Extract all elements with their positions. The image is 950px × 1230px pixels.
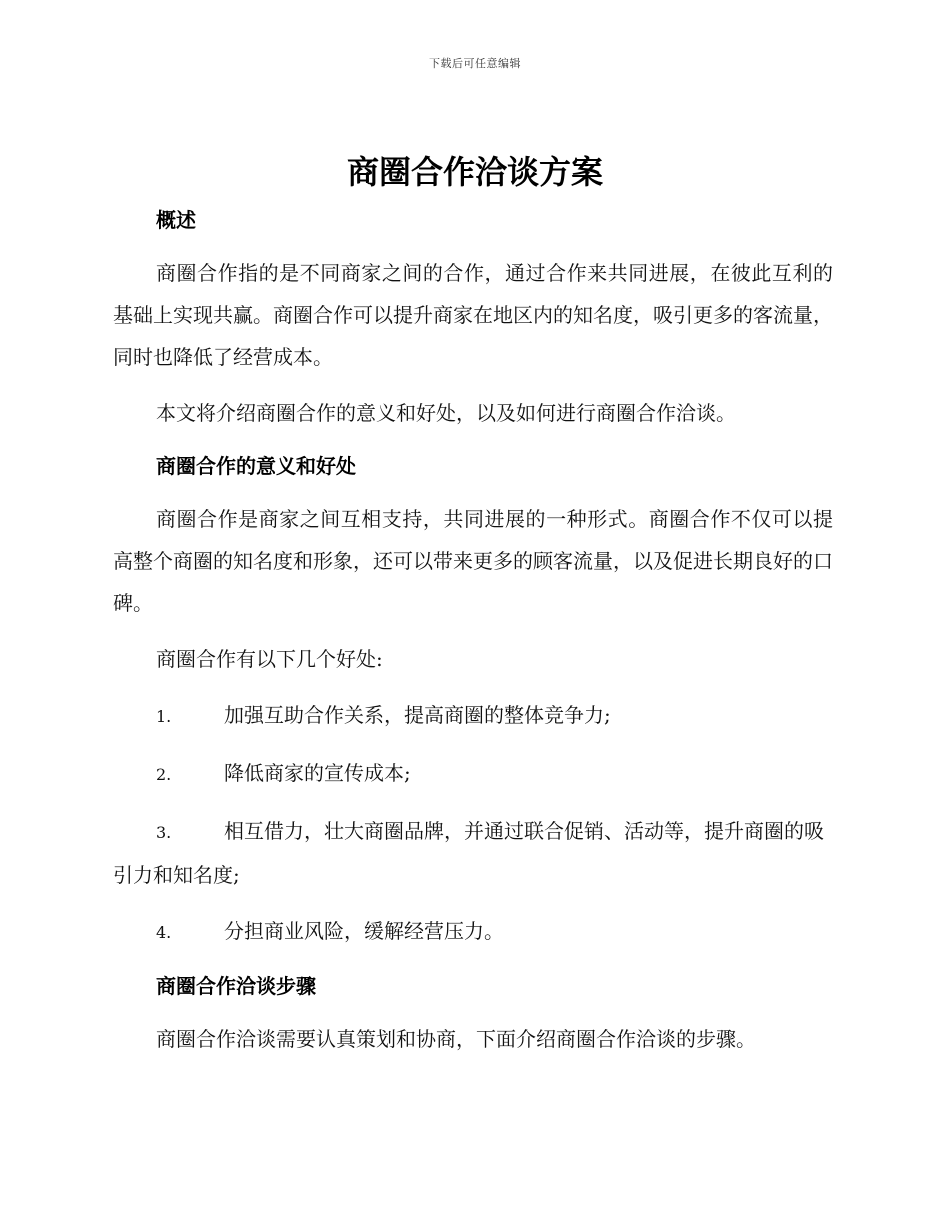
list-item-number: 4. <box>156 923 172 942</box>
paragraph-meaning-2: 商圈合作有以下几个好处: <box>156 647 383 671</box>
list-item-text: 分担商业风险，缓解经营压力。 <box>224 919 504 943</box>
list-item-number: 3. <box>156 823 172 842</box>
paragraph-overview-2: 本文将介绍商圈合作的意义和好处，以及如何进行商圈合作洽谈。 <box>156 401 736 425</box>
paragraph-meaning-1: 商圈合作是商家之间互相支持，共同进展的一种形式。商圈合作不仅可以提高整个商圈的知名度和形象，还可以带来更多的顾客流量，以及促进长期良好的口碑。 <box>113 507 833 615</box>
list-item-number: 2. <box>156 765 172 784</box>
paragraph-steps-1: 商圈合作洽谈需要认真策划和协商，下面介绍商圈合作洽谈的步骤。 <box>156 1027 756 1051</box>
list-item <box>113 752 833 796</box>
section-heading-meaning: 商圈合作的意义和好处 <box>156 454 356 478</box>
list-item-text: 降低商家的宣传成本; <box>224 761 411 785</box>
list-item <box>113 910 833 954</box>
paragraph-overview-1: 商圈合作指的是不同商家之间的合作，通过合作来共同进展，在彼此互利的基础上实现共赢。商圈合作可以提升商家在地区内的知名度，吸引更多的客流量，同时也降低了经营成本。 <box>113 261 833 369</box>
section-heading-steps: 商圈合作洽谈步骤 <box>156 974 316 998</box>
header-note: 下载后可任意编辑 <box>429 57 521 70</box>
list-item <box>113 810 833 896</box>
list-item-text: 相互借力，壮大商圈品牌，并通过联合促销、活动等，提升商圈的吸引力和知名度; <box>113 819 824 887</box>
document-body <box>113 200 833 1060</box>
section-heading-overview: 概述 <box>156 208 196 232</box>
document-title: 商圈合作洽谈方案 <box>346 153 603 191</box>
list-item-number: 1. <box>156 707 172 726</box>
list-item-text: 加强互助合作关系，提高商圈的整体竞争力; <box>224 703 611 727</box>
list-item <box>113 694 833 738</box>
